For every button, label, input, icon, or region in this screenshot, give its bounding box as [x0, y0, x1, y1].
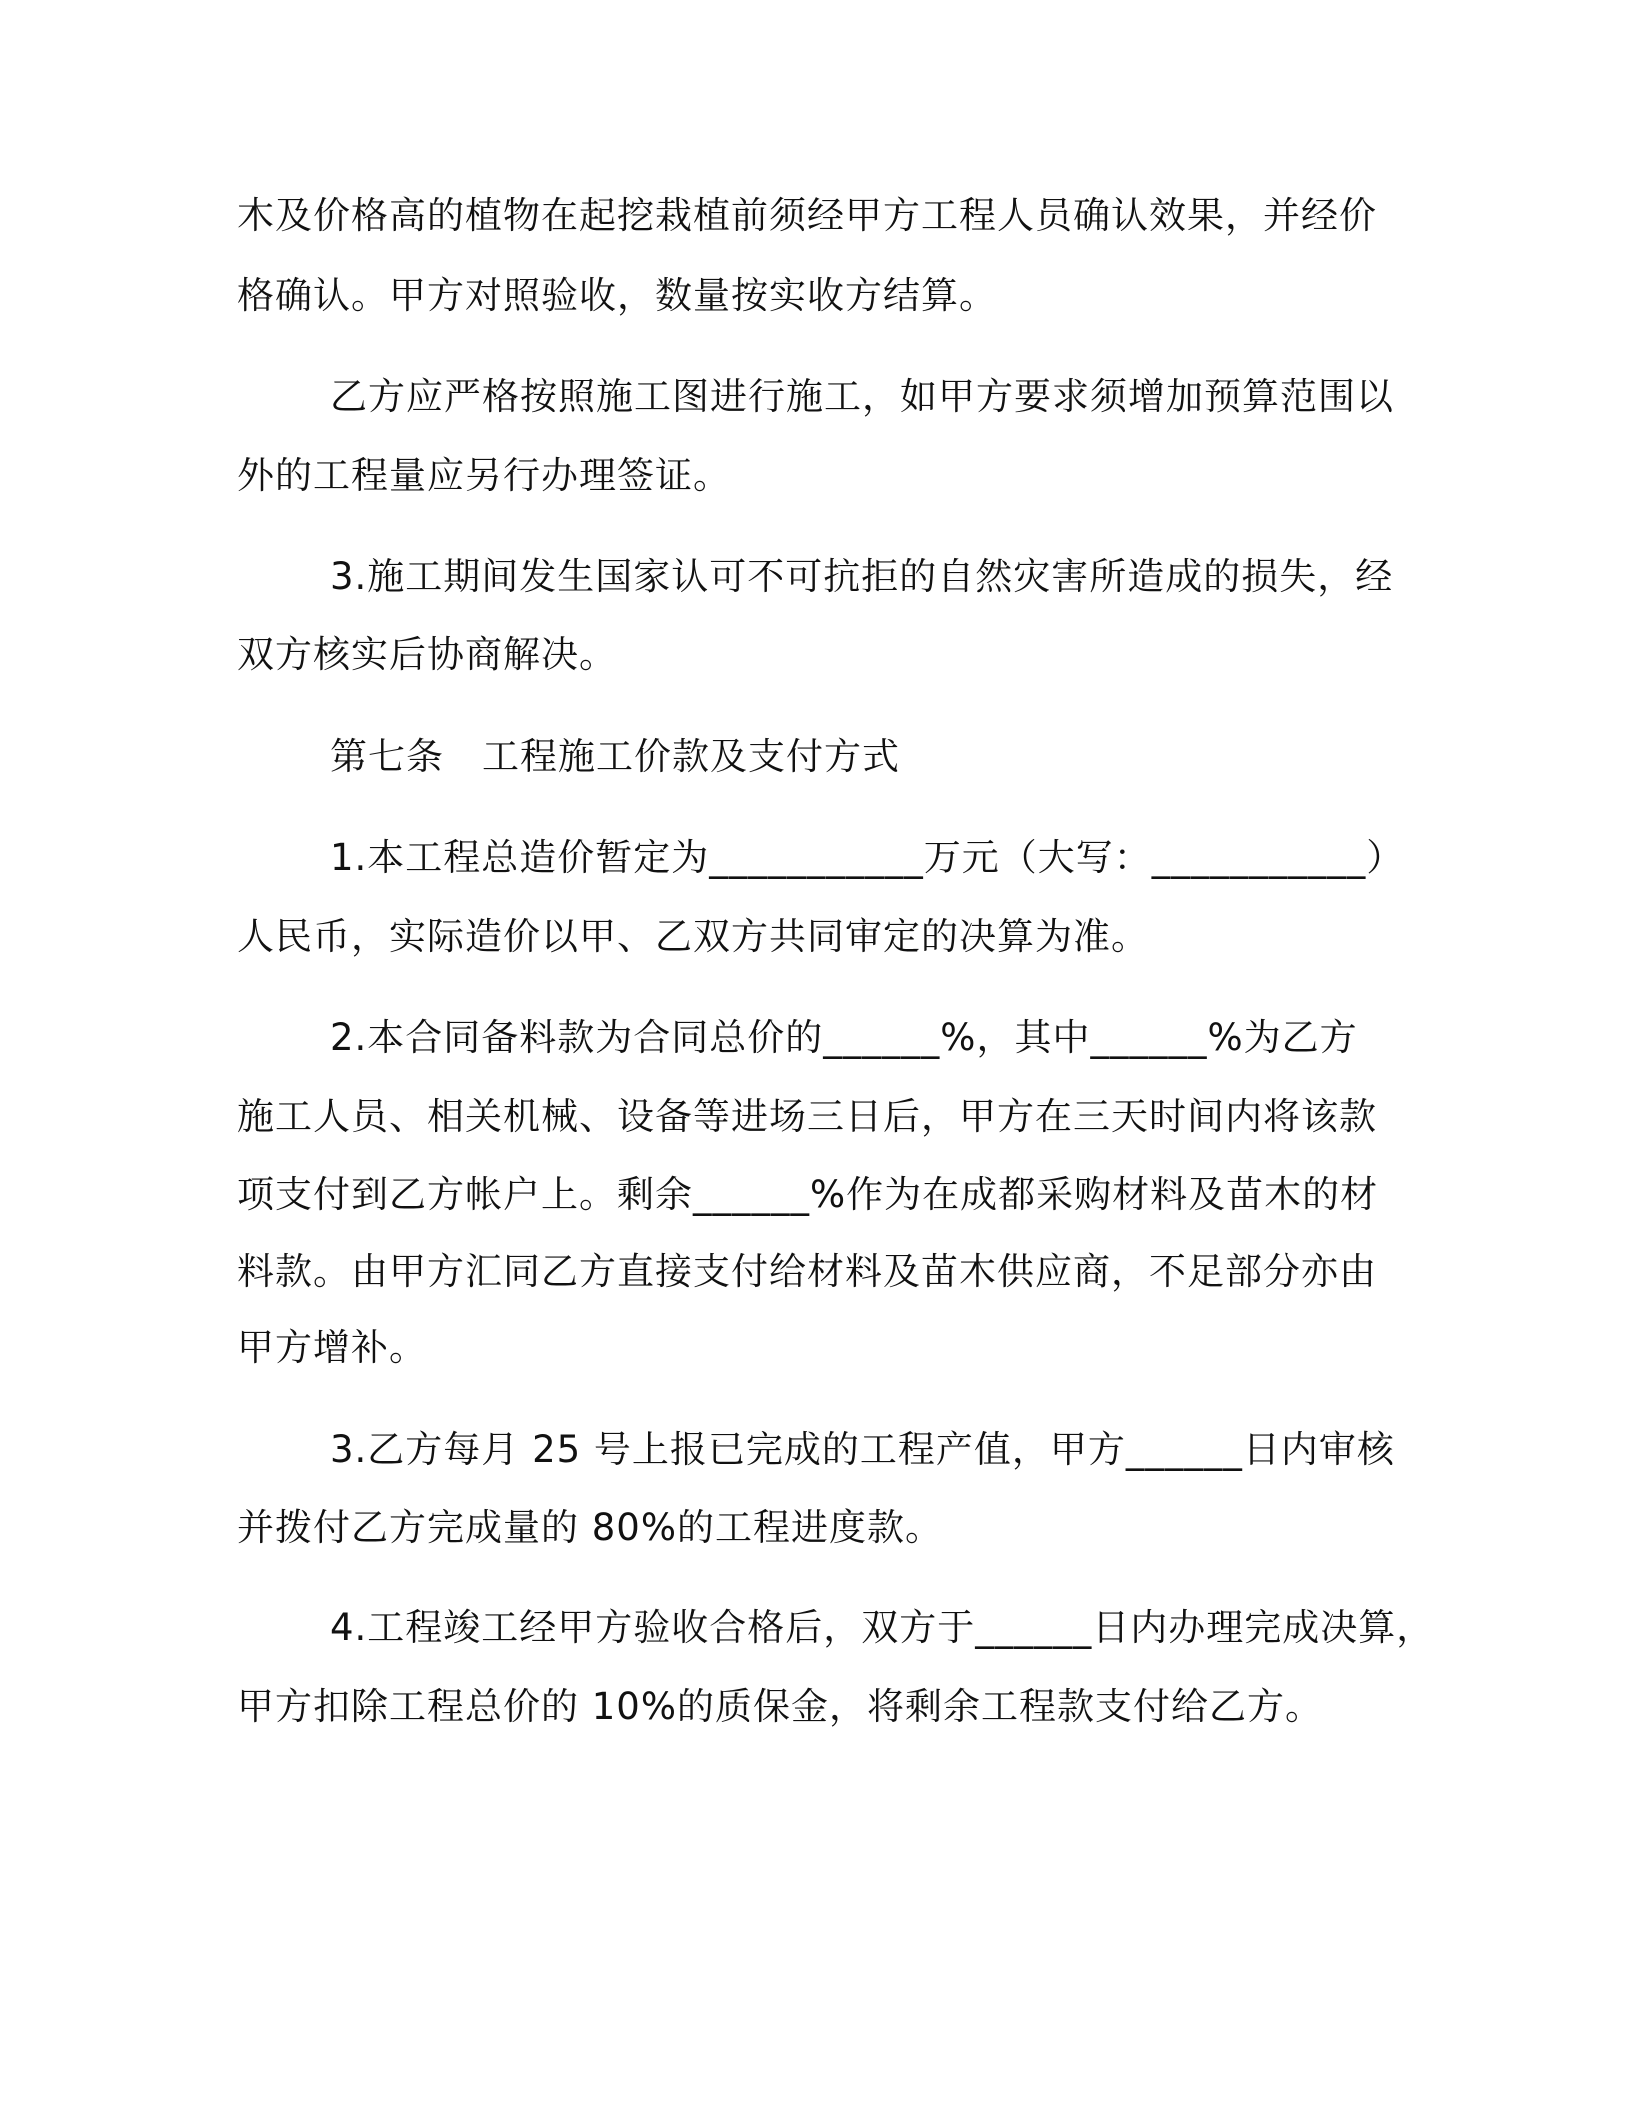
paragraph-1-line-2: 格确认。甲方对照验收，数量按实收方结算。	[237, 274, 997, 317]
paragraph-7-line-1: 3.乙方每月 25 号上报已完成的工程产值，甲方______日内审核	[330, 1428, 1395, 1471]
paragraph-2-line-2: 外的工程量应另行办理签证。	[237, 454, 731, 497]
paragraph-3-line-1: 3.施工期间发生国家认可不可抗拒的自然灾害所造成的损失，经	[330, 555, 1394, 598]
paragraph-6-line-3: 项支付到乙方帐户上。剩余______%作为在成都采购材料及苗木的材	[237, 1173, 1379, 1216]
paragraph-5-line-1: 1.本工程总造价暂定为___________万元（大写：___________）	[330, 836, 1405, 879]
paragraph-5-line-2: 人民币，实际造价以甲、乙双方共同审定的决算为准。	[237, 915, 1149, 958]
paragraph-6-line-5: 甲方增补。	[237, 1326, 427, 1369]
paragraph-6-line-4: 料款。由甲方汇同乙方直接支付给材料及苗木供应商，不足部分亦由	[237, 1250, 1377, 1293]
paragraph-1-line-1: 木及价格高的植物在起挖栽植前须经甲方工程人员确认效果，并经价	[237, 194, 1377, 237]
paragraph-8-line-1: 4.工程竣工经甲方验收合格后，双方于______日内办理完成决算，	[330, 1606, 1435, 1649]
paragraph-8-line-2: 甲方扣除工程总价的 10%的质保金，将剩余工程款支付给乙方。	[237, 1685, 1323, 1728]
paragraph-6-line-2: 施工人员、相关机械、设备等进场三日后，甲方在三天时间内将该款	[237, 1095, 1377, 1138]
paragraph-6-line-1: 2.本合同备料款为合同总价的______%，其中______%为乙方	[330, 1016, 1358, 1059]
paragraph-3-line-2: 双方核实后协商解决。	[237, 633, 617, 676]
paragraph-7-line-2: 并拨付乙方完成量的 80%的工程进度款。	[237, 1506, 943, 1549]
paragraph-2-line-1: 乙方应严格按照施工图进行施工，如甲方要求须增加预算范围以	[330, 375, 1394, 418]
article-heading: 第七条 工程施工价款及支付方式	[330, 735, 900, 778]
